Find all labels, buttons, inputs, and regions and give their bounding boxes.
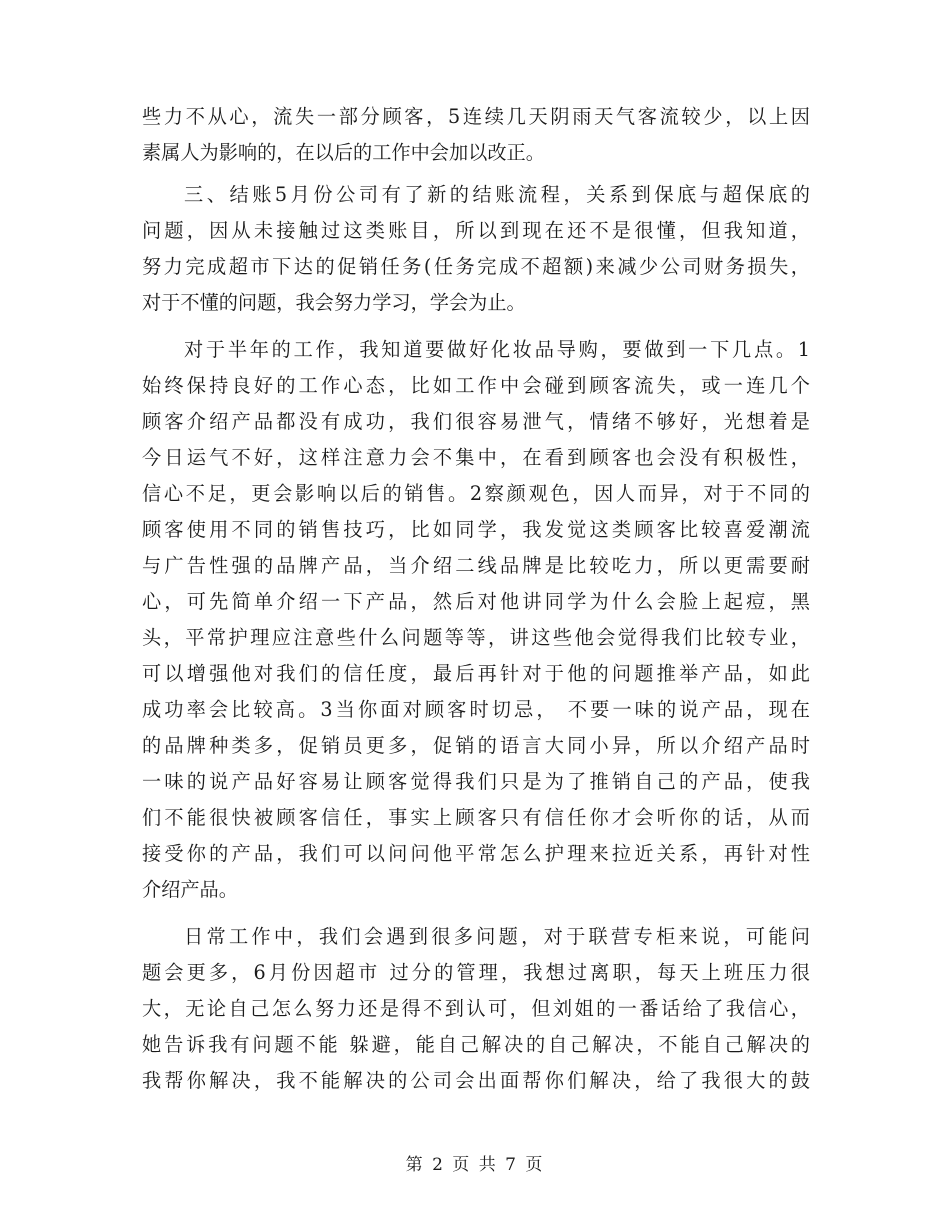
text-line: 题会更多，6月份因超市 过分的管理，我想过离职，每天上班压力很: [142, 961, 810, 984]
text-line: 一味的说产品好容易让顾客觉得我们只是为了推销自己的产品，使我: [142, 770, 810, 793]
text-line: 信心不足，更会影响以后的销售。2察颜观色，因人而异，对于不同的: [142, 482, 810, 505]
text-line: 接受你的产品，我们可以问问他平常怎么护理来拉近关系，再针对性: [142, 842, 810, 865]
text-line: 始终保持良好的工作心态，比如工作中会碰到顾客流失，或一连几个: [142, 374, 810, 397]
text-line: 与广告性强的品牌产品，当介绍二线品牌是比较吃力，所以更需要耐: [142, 554, 810, 577]
paragraph-1: [142, 99, 810, 171]
text-line: 成功率会比较高。3当你面对顾客时切忌， 不要一味的说产品，现在: [142, 698, 810, 721]
text-line: 些力不从心，流失一部分顾客，5连续几天阴雨天气客流较少，以上因: [142, 105, 810, 128]
text-line: 心，可先简单介绍一下产品，然后对他讲同学为什么会脸上起痘，黑: [142, 590, 810, 613]
text-line: 可以增强他对我们的信任度，最后再针对于他的问题推举产品，如此: [142, 662, 810, 685]
text-line: 对于半年的工作，我知道要做好化妆品导购，要做到一下几点。1: [184, 338, 810, 361]
text-line: 问题，因从未接触过这类账目，所以到现在还不是很懂，但我知道，: [142, 219, 810, 242]
text-line: 三、结账5月份公司有了新的结账流程，关系到保底与超保底的: [184, 183, 810, 206]
text-line: 努力完成超市下达的促销任务(任务完成不超额)来减少公司财务损失，: [142, 255, 810, 278]
text-line: 的品牌种类多，促销员更多，促销的语言大同小异，所以介绍产品时: [142, 734, 810, 757]
paragraph-4: [142, 919, 810, 1099]
text-line: 顾客介绍产品都没有成功，我们很容易泄气，情绪不够好，光想着是: [142, 410, 810, 433]
text-line: 头，平常护理应注意些什么问题等等，讲这些他会觉得我们比较专业，: [142, 626, 810, 649]
text-line: 们不能很快被顾客信任，事实上顾客只有信任你才会听你的话，从而: [142, 806, 810, 829]
text-line: 介绍产品。: [142, 878, 238, 901]
text-line: 日常工作中，我们会遇到很多问题，对于联营专柜来说，可能问: [184, 925, 810, 948]
paragraph-3: [142, 332, 810, 908]
text-line: 我帮你解决，我不能解决的公司会出面帮你们解决，给了我很大的鼓: [142, 1069, 810, 1092]
text-line: 大，无论自己怎么努力还是得不到认可，但刘姐的一番话给了我信心，: [142, 997, 810, 1020]
text-line: 顾客使用不同的销售技巧，比如同学，我发觉这类顾客比较喜爱潮流: [142, 518, 810, 541]
text-line: 她告诉我有问题不能 躲避，能自己解决的自己解决，不能自己解决的: [142, 1033, 810, 1056]
text-line: 对于不懂的问题，我会努力学习，学会为止。: [142, 291, 526, 314]
paragraph-2: [142, 177, 810, 321]
document-body: [142, 99, 810, 1099]
text-line: 今日运气不好，这样注意力会不集中，在看到顾客也会没有积极性，: [142, 446, 810, 469]
text-line: 素属人为影响的，在以后的工作中会加以改正。: [142, 141, 545, 164]
page-number-footer: 第 2 页 共 7 页: [405, 1155, 545, 1175]
